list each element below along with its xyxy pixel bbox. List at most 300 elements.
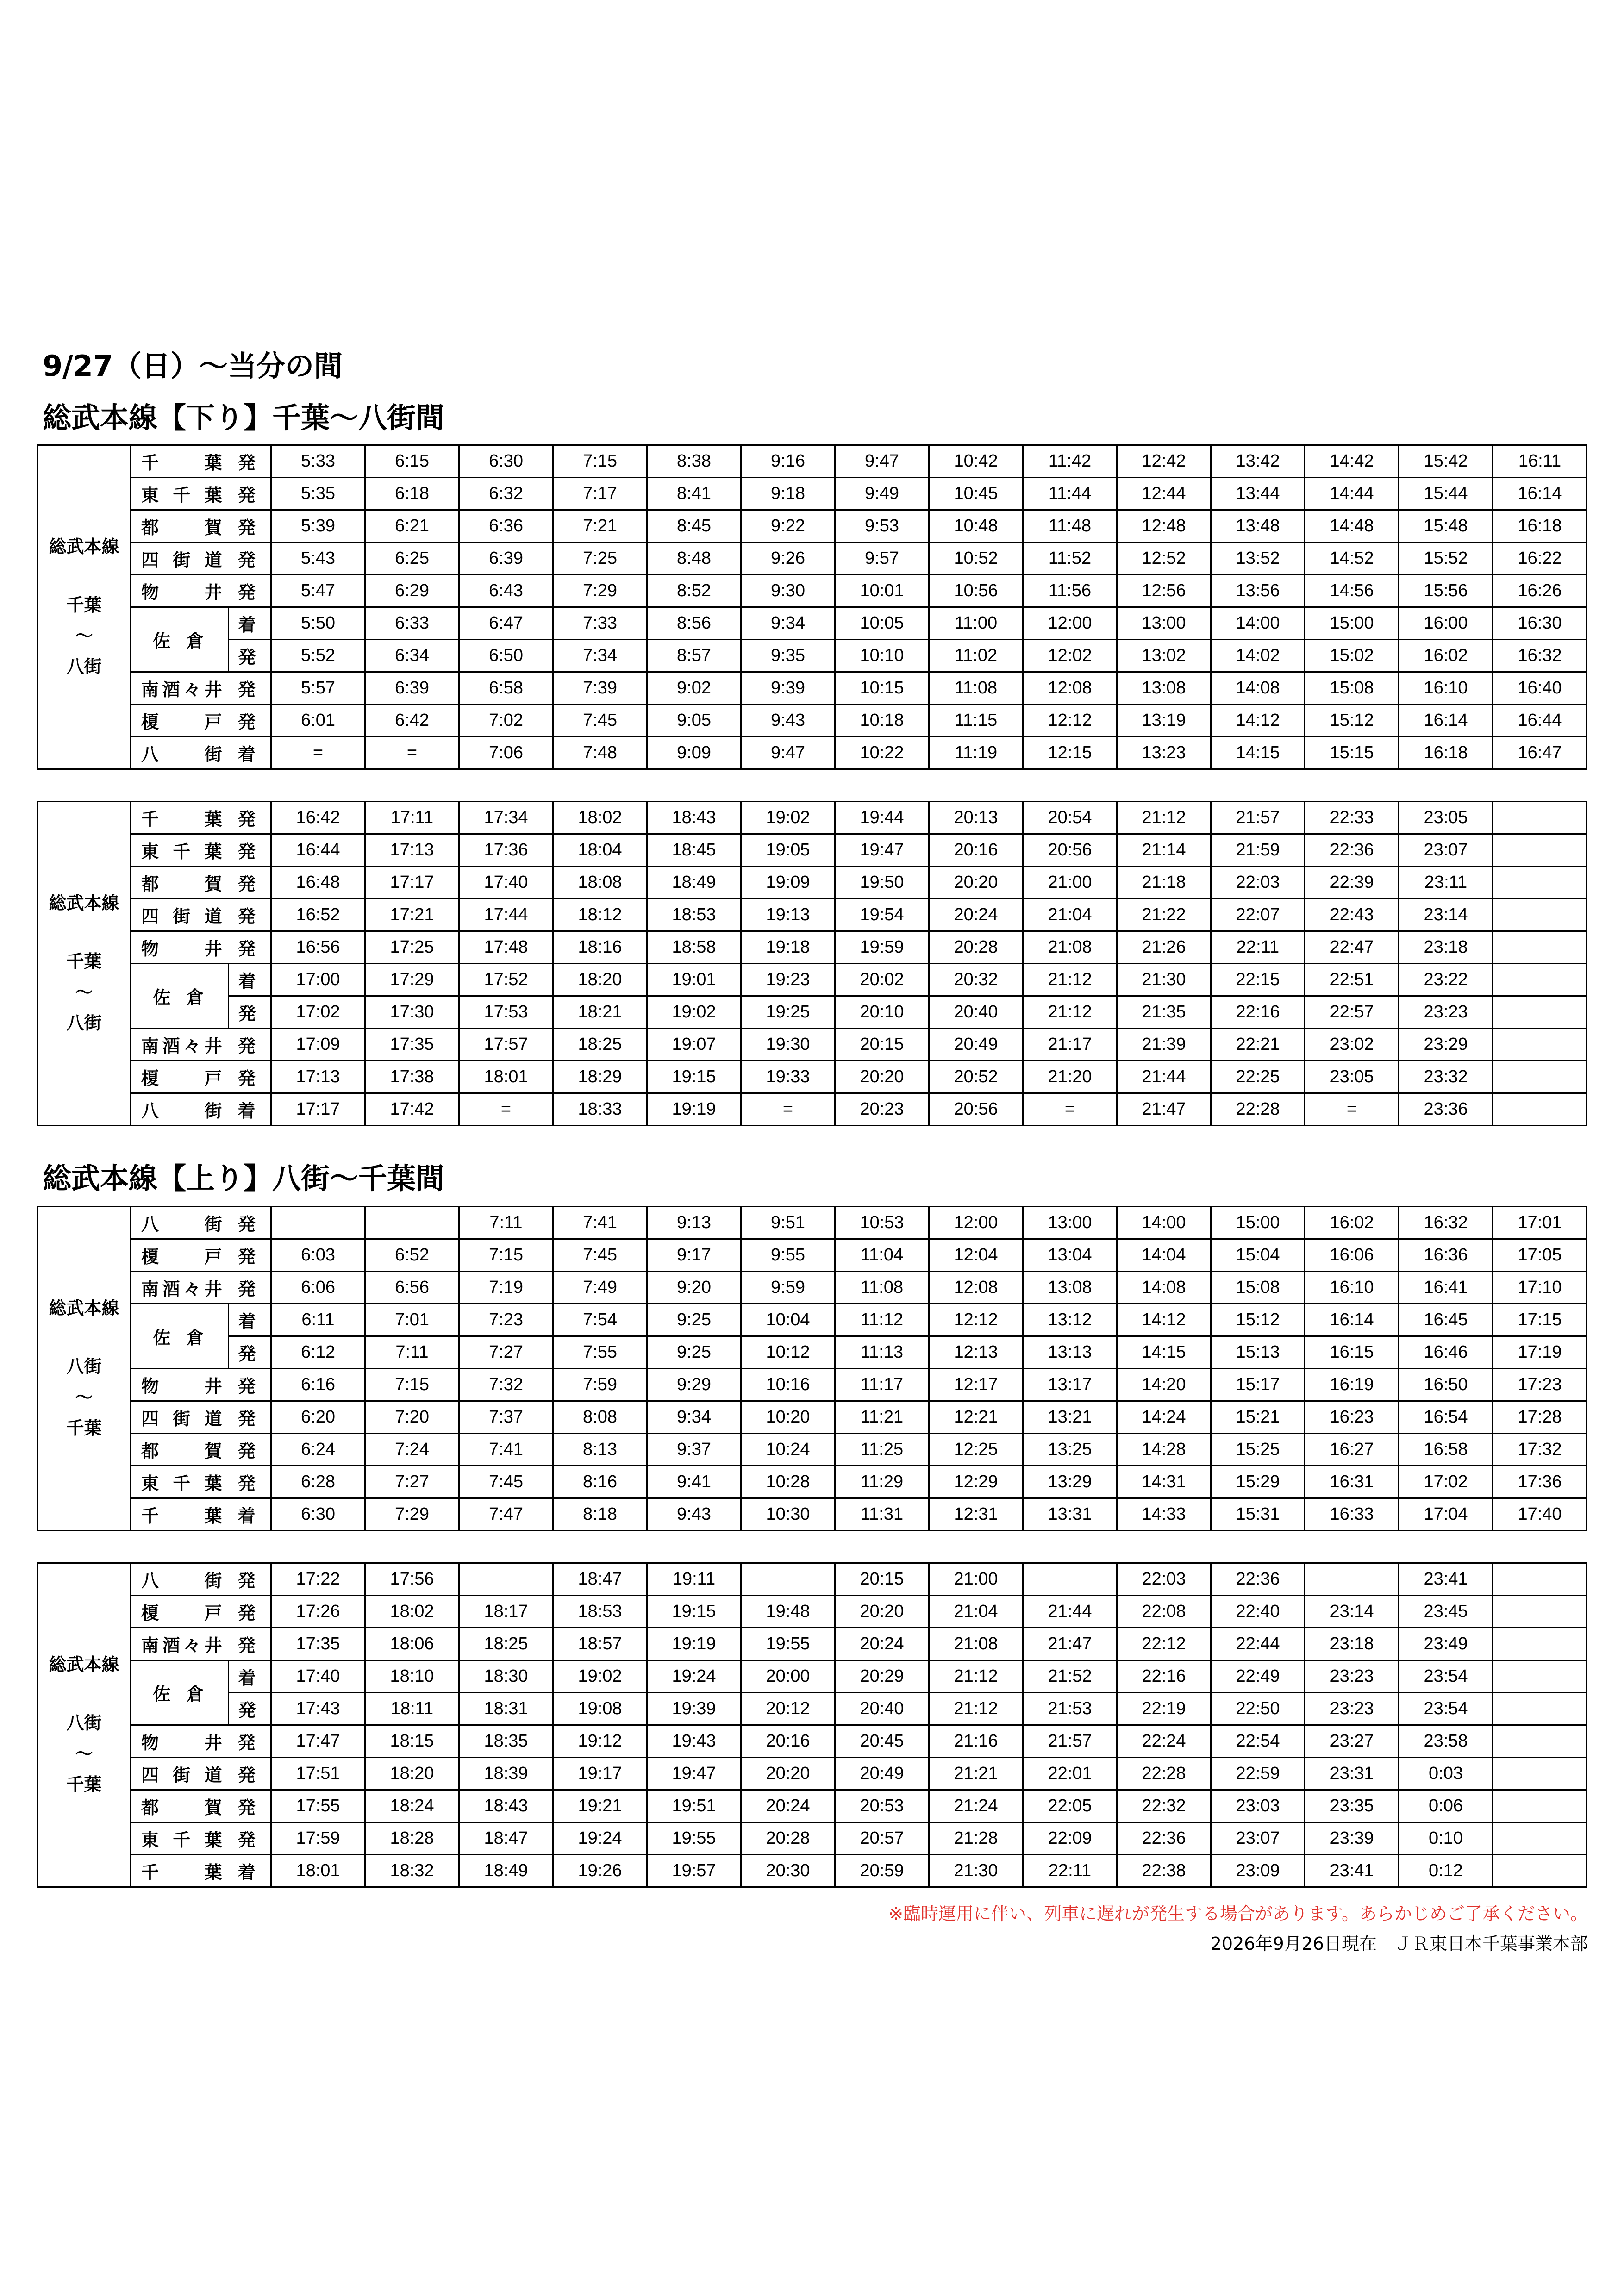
time-cell: 23:27 <box>1305 1725 1399 1758</box>
time-cell: 18:21 <box>553 996 647 1029</box>
time-cell: 13:00 <box>1023 1207 1117 1239</box>
time-cell: 5:39 <box>271 510 365 543</box>
time-cell: 7:29 <box>365 1498 459 1531</box>
time-cell: 19:55 <box>741 1628 835 1660</box>
up-section-heading: 総武本線【上り】八街～千葉間 <box>43 1161 445 1195</box>
table-row <box>38 445 1587 478</box>
time-cell: 11:04 <box>835 1239 929 1272</box>
time-cell: 21:30 <box>1117 964 1211 996</box>
arrival-departure-label: 発 <box>229 543 271 575</box>
station-name: 佐倉 <box>131 607 229 672</box>
time-cell: 23:45 <box>1399 1596 1493 1628</box>
time-cell: 17:25 <box>365 931 459 964</box>
time-cell: 23:49 <box>1399 1628 1493 1660</box>
down-section-heading: 総武本線【下り】千葉～八街間 <box>43 401 445 435</box>
time-cell: 14:42 <box>1305 445 1399 478</box>
arrival-departure-label: 発 <box>229 1369 271 1401</box>
time-cell: 17:55 <box>271 1790 365 1822</box>
time-cell: 14:12 <box>1211 705 1305 737</box>
time-cell: 16:54 <box>1399 1401 1493 1434</box>
time-cell: 6:43 <box>459 575 553 607</box>
time-cell: 21:12 <box>1023 964 1117 996</box>
time-cell: 9:16 <box>741 445 835 478</box>
time-cell: 0:06 <box>1399 1790 1493 1822</box>
station-name: 都賀 <box>131 867 229 899</box>
table-row <box>38 1434 1587 1466</box>
time-cell: 10:15 <box>835 672 929 705</box>
time-cell: 19:43 <box>647 1725 741 1758</box>
time-cell: 18:04 <box>553 834 647 867</box>
time-cell: 11:13 <box>835 1336 929 1369</box>
time-cell: 17:02 <box>1399 1466 1493 1498</box>
time-cell: 19:07 <box>647 1029 741 1061</box>
time-cell: 16:47 <box>1493 737 1587 769</box>
time-cell <box>1493 899 1587 931</box>
time-cell: 21:47 <box>1023 1628 1117 1660</box>
station-name: 四街道 <box>131 1758 229 1790</box>
time-cell: 23:14 <box>1399 899 1493 931</box>
time-cell: 21:08 <box>1023 931 1117 964</box>
time-cell: 11:17 <box>835 1369 929 1401</box>
time-cell: 16:32 <box>1399 1207 1493 1239</box>
time-cell: 21:30 <box>929 1855 1023 1887</box>
time-cell: 6:47 <box>459 607 553 640</box>
time-cell: 15:02 <box>1305 640 1399 672</box>
time-cell: 15:00 <box>1305 607 1399 640</box>
time-cell: = <box>459 1093 553 1126</box>
table-row <box>38 1207 1587 1239</box>
time-cell: 20:02 <box>835 964 929 996</box>
time-cell: 23:54 <box>1399 1693 1493 1725</box>
route-label <box>38 802 131 1126</box>
time-cell: 22:36 <box>1211 1563 1305 1596</box>
time-cell: 18:01 <box>271 1855 365 1887</box>
arrival-departure-label: 発 <box>229 672 271 705</box>
time-cell: 21:24 <box>929 1790 1023 1822</box>
time-cell: 9:22 <box>741 510 835 543</box>
time-cell: 22:44 <box>1211 1628 1305 1660</box>
route-label-text: ～ <box>75 983 93 1003</box>
time-cell: 22:03 <box>1117 1563 1211 1596</box>
time-cell: 6:30 <box>271 1498 365 1531</box>
time-cell: 18:31 <box>459 1693 553 1725</box>
time-cell: 19:02 <box>647 996 741 1029</box>
time-cell: 20:15 <box>835 1029 929 1061</box>
time-cell: 17:51 <box>271 1758 365 1790</box>
arrival-departure-label: 着 <box>229 607 271 640</box>
time-cell: 8:52 <box>647 575 741 607</box>
route-label-text: 千葉 <box>66 596 102 615</box>
table-row <box>38 1563 1587 1596</box>
station-name: 八街 <box>131 1563 229 1596</box>
time-cell: 22:59 <box>1211 1758 1305 1790</box>
time-cell: 10:45 <box>929 478 1023 510</box>
time-cell: 17:28 <box>1493 1401 1587 1434</box>
time-cell: 13:29 <box>1023 1466 1117 1498</box>
table-row <box>38 802 1587 834</box>
time-cell: 22:57 <box>1305 996 1399 1029</box>
timetable-down-1 <box>37 444 1587 770</box>
time-cell <box>1493 931 1587 964</box>
arrival-departure-label: 発 <box>229 996 271 1029</box>
time-cell: 21:08 <box>929 1628 1023 1660</box>
time-cell: 17:59 <box>271 1822 365 1855</box>
station-name: 四街道 <box>131 899 229 931</box>
time-cell: = <box>1023 1093 1117 1126</box>
time-cell: 22:40 <box>1211 1596 1305 1628</box>
time-cell: 9:18 <box>741 478 835 510</box>
route-label-text: 八街 <box>66 1714 102 1733</box>
time-cell: 13:44 <box>1211 478 1305 510</box>
arrival-departure-label: 着 <box>229 1498 271 1531</box>
arrival-departure-label: 発 <box>229 1401 271 1434</box>
route-label-text: ～ <box>75 1388 93 1408</box>
time-cell: 17:40 <box>1493 1498 1587 1531</box>
time-cell: 6:21 <box>365 510 459 543</box>
time-cell: 8:08 <box>553 1401 647 1434</box>
table-row <box>38 1758 1587 1790</box>
time-cell: 6:32 <box>459 478 553 510</box>
time-cell: 19:26 <box>553 1855 647 1887</box>
time-cell: 20:24 <box>835 1628 929 1660</box>
time-cell: 15:21 <box>1211 1401 1305 1434</box>
time-cell: 22:08 <box>1117 1596 1211 1628</box>
time-cell: 19:39 <box>647 1693 741 1725</box>
time-cell: 10:12 <box>741 1336 835 1369</box>
time-cell: 14:24 <box>1117 1401 1211 1434</box>
time-cell: 19:24 <box>647 1660 741 1693</box>
time-cell: 23:05 <box>1399 802 1493 834</box>
time-cell: 8:18 <box>553 1498 647 1531</box>
time-cell: 13:08 <box>1117 672 1211 705</box>
time-cell: 17:17 <box>365 867 459 899</box>
time-cell <box>1493 964 1587 996</box>
time-cell: 12:29 <box>929 1466 1023 1498</box>
time-cell: 11:21 <box>835 1401 929 1434</box>
arrival-departure-label: 着 <box>229 1093 271 1126</box>
time-cell: 20:49 <box>929 1029 1023 1061</box>
time-cell <box>1493 1693 1587 1725</box>
time-cell: 22:12 <box>1117 1628 1211 1660</box>
arrival-departure-label: 発 <box>229 1596 271 1628</box>
time-cell: 10:05 <box>835 607 929 640</box>
time-cell: 10:52 <box>929 543 1023 575</box>
arrival-departure-label: 発 <box>229 575 271 607</box>
time-cell: 19:50 <box>835 867 929 899</box>
time-cell: 9:37 <box>647 1434 741 1466</box>
time-cell: 16:02 <box>1399 640 1493 672</box>
time-cell: 21:17 <box>1023 1029 1117 1061</box>
time-cell: 7:21 <box>553 510 647 543</box>
station-name: 東千葉 <box>131 1466 229 1498</box>
time-cell <box>1493 996 1587 1029</box>
time-cell: 9:34 <box>741 607 835 640</box>
time-cell: 18:43 <box>647 802 741 834</box>
time-cell <box>365 1207 459 1239</box>
time-cell <box>1023 1563 1117 1596</box>
time-cell: 14:31 <box>1117 1466 1211 1498</box>
time-cell: 9:41 <box>647 1466 741 1498</box>
time-cell: 21:28 <box>929 1822 1023 1855</box>
time-cell: 9:09 <box>647 737 741 769</box>
time-cell: 23:31 <box>1305 1758 1399 1790</box>
arrival-departure-label: 発 <box>229 1758 271 1790</box>
time-cell: 16:44 <box>1493 705 1587 737</box>
time-cell: 21:18 <box>1117 867 1211 899</box>
time-cell: 18:10 <box>365 1660 459 1693</box>
time-cell: 17:57 <box>459 1029 553 1061</box>
time-cell: = <box>1305 1093 1399 1126</box>
time-cell: 12:15 <box>1023 737 1117 769</box>
time-cell: 20:28 <box>741 1822 835 1855</box>
time-cell: 7:45 <box>459 1466 553 1498</box>
time-cell: 14:02 <box>1211 640 1305 672</box>
page-title: 9/27（日）～当分の間 <box>43 349 343 383</box>
time-cell: 5:35 <box>271 478 365 510</box>
table-row <box>38 1029 1587 1061</box>
time-cell: 11:19 <box>929 737 1023 769</box>
time-cell: 22:19 <box>1117 1693 1211 1725</box>
time-cell: 17:13 <box>365 834 459 867</box>
time-cell: 21:26 <box>1117 931 1211 964</box>
time-cell: 21:00 <box>929 1563 1023 1596</box>
time-cell: 6:50 <box>459 640 553 672</box>
time-cell: 0:12 <box>1399 1855 1493 1887</box>
time-cell: 12:02 <box>1023 640 1117 672</box>
table-row <box>38 1822 1587 1855</box>
arrival-departure-label: 発 <box>229 931 271 964</box>
time-cell: 17:34 <box>459 802 553 834</box>
arrival-departure-label: 発 <box>229 802 271 834</box>
arrival-departure-label: 発 <box>229 478 271 510</box>
time-cell: 6:06 <box>271 1272 365 1304</box>
delay-notice: ※臨時運用に伴い、列車に遅れが発生する場合があります。あらかじめご了承ください。 <box>888 1903 1588 1924</box>
time-cell: 17:09 <box>271 1029 365 1061</box>
time-cell: 9:20 <box>647 1272 741 1304</box>
time-cell: 20:45 <box>835 1725 929 1758</box>
time-cell: 6:24 <box>271 1434 365 1466</box>
time-cell: 17:13 <box>271 1061 365 1093</box>
time-cell: 20:56 <box>1023 834 1117 867</box>
time-cell: 17:48 <box>459 931 553 964</box>
time-cell: 9:49 <box>835 478 929 510</box>
time-cell: 7:01 <box>365 1304 459 1336</box>
table-row <box>38 996 1587 1029</box>
arrival-departure-label: 発 <box>229 834 271 867</box>
time-cell: 9:25 <box>647 1304 741 1336</box>
station-name: 千葉 <box>131 802 229 834</box>
table-row <box>38 1498 1587 1531</box>
table-row <box>38 1401 1587 1434</box>
station-name: 南酒々井 <box>131 672 229 705</box>
time-cell: 6:01 <box>271 705 365 737</box>
table-row <box>38 705 1587 737</box>
route-label-text: 八街 <box>66 657 102 677</box>
station-name: 千葉 <box>131 1498 229 1531</box>
time-cell: 23:41 <box>1399 1563 1493 1596</box>
time-cell: 21:57 <box>1211 802 1305 834</box>
arrival-departure-label: 発 <box>229 510 271 543</box>
time-cell: 17:40 <box>459 867 553 899</box>
time-cell: 11:08 <box>835 1272 929 1304</box>
time-cell: 21:39 <box>1117 1029 1211 1061</box>
arrival-departure-label: 発 <box>229 1029 271 1061</box>
time-cell <box>1493 834 1587 867</box>
time-cell: 11:12 <box>835 1304 929 1336</box>
time-cell: 18:39 <box>459 1758 553 1790</box>
time-cell: 16:18 <box>1493 510 1587 543</box>
time-cell: 18:49 <box>647 867 741 899</box>
time-cell: 17:02 <box>271 996 365 1029</box>
time-cell: 7:49 <box>553 1272 647 1304</box>
time-cell: 20:56 <box>929 1093 1023 1126</box>
time-cell: 7:33 <box>553 607 647 640</box>
time-cell: 14:20 <box>1117 1369 1211 1401</box>
station-name: 四街道 <box>131 543 229 575</box>
arrival-departure-label: 着 <box>229 1855 271 1887</box>
time-cell: 13:04 <box>1023 1239 1117 1272</box>
arrival-departure-label: 発 <box>229 867 271 899</box>
time-cell: 10:30 <box>741 1498 835 1531</box>
time-cell: 22:25 <box>1211 1061 1305 1093</box>
time-cell: 23:39 <box>1305 1822 1399 1855</box>
time-cell: 7:23 <box>459 1304 553 1336</box>
table-row <box>38 640 1587 672</box>
time-cell <box>1493 1725 1587 1758</box>
time-cell: 6:42 <box>365 705 459 737</box>
time-cell: 9:02 <box>647 672 741 705</box>
time-cell: 7:45 <box>553 705 647 737</box>
time-cell: 7:02 <box>459 705 553 737</box>
time-cell: 16:56 <box>271 931 365 964</box>
time-cell: 15:31 <box>1211 1498 1305 1531</box>
time-cell: 10:48 <box>929 510 1023 543</box>
time-cell: 17:35 <box>365 1029 459 1061</box>
time-cell: 19:47 <box>835 834 929 867</box>
time-cell: 9:47 <box>835 445 929 478</box>
station-name: 四街道 <box>131 1401 229 1434</box>
route-label-text: 千葉 <box>66 952 102 972</box>
time-cell: 13:12 <box>1023 1304 1117 1336</box>
time-cell: 7:47 <box>459 1498 553 1531</box>
timetable-up-2 <box>37 1562 1587 1888</box>
time-cell: 22:54 <box>1211 1725 1305 1758</box>
time-cell: 14:15 <box>1211 737 1305 769</box>
time-cell: 20:20 <box>835 1596 929 1628</box>
time-cell: 10:20 <box>741 1401 835 1434</box>
arrival-departure-label: 発 <box>229 1434 271 1466</box>
time-cell: 17:05 <box>1493 1239 1587 1272</box>
time-cell: 18:47 <box>553 1563 647 1596</box>
time-cell: 16:06 <box>1305 1239 1399 1272</box>
time-cell: 6:28 <box>271 1466 365 1498</box>
time-cell: 17:40 <box>271 1660 365 1693</box>
arrival-departure-label: 発 <box>229 1628 271 1660</box>
time-cell: 9:39 <box>741 672 835 705</box>
time-cell: 21:53 <box>1023 1693 1117 1725</box>
station-name: 八街 <box>131 1207 229 1239</box>
time-cell: 9:35 <box>741 640 835 672</box>
time-cell: 9:25 <box>647 1336 741 1369</box>
time-cell: 15:44 <box>1399 478 1493 510</box>
time-cell: 6:33 <box>365 607 459 640</box>
route-label-text: 総武本線 <box>49 1655 119 1675</box>
time-cell: 22:33 <box>1305 802 1399 834</box>
time-cell: 16:40 <box>1493 672 1587 705</box>
time-cell: 20:57 <box>835 1822 929 1855</box>
time-cell: 23:18 <box>1305 1628 1399 1660</box>
time-cell: 7:24 <box>365 1434 459 1466</box>
time-cell: 17:17 <box>271 1093 365 1126</box>
time-cell: 12:31 <box>929 1498 1023 1531</box>
time-cell: 16:52 <box>271 899 365 931</box>
time-cell: 7:59 <box>553 1369 647 1401</box>
timetable-down-2 <box>37 801 1587 1126</box>
time-cell: 19:30 <box>741 1029 835 1061</box>
time-cell: 22:03 <box>1211 867 1305 899</box>
time-cell: 20:16 <box>741 1725 835 1758</box>
time-cell: 23:22 <box>1399 964 1493 996</box>
arrival-departure-label: 発 <box>229 1563 271 1596</box>
time-cell: 19:21 <box>553 1790 647 1822</box>
table-row <box>38 607 1587 640</box>
time-cell: 12:04 <box>929 1239 1023 1272</box>
time-cell: 12:17 <box>929 1369 1023 1401</box>
station-name: 物井 <box>131 1369 229 1401</box>
arrival-departure-label: 発 <box>229 1822 271 1855</box>
time-cell: 16:30 <box>1493 607 1587 640</box>
time-cell <box>1493 1093 1587 1126</box>
time-cell: 7:11 <box>459 1207 553 1239</box>
table-row <box>38 931 1587 964</box>
time-cell: 19:11 <box>647 1563 741 1596</box>
table-row <box>38 575 1587 607</box>
time-cell: 23:02 <box>1305 1029 1399 1061</box>
time-cell: 16:50 <box>1399 1369 1493 1401</box>
time-cell: 16:14 <box>1493 478 1587 510</box>
time-cell: 17:44 <box>459 899 553 931</box>
time-cell: 19:02 <box>553 1660 647 1693</box>
time-cell: 15:42 <box>1399 445 1493 478</box>
time-cell: 18:20 <box>553 964 647 996</box>
arrival-departure-label: 発 <box>229 640 271 672</box>
time-cell: 19:44 <box>835 802 929 834</box>
time-cell: 18:12 <box>553 899 647 931</box>
station-name: 榎戸 <box>131 705 229 737</box>
time-cell: 5:43 <box>271 543 365 575</box>
station-name: 榎戸 <box>131 1596 229 1628</box>
arrival-departure-label: 発 <box>229 1239 271 1272</box>
time-cell: 18:11 <box>365 1693 459 1725</box>
route-label-text: 八街 <box>66 1357 102 1377</box>
time-cell: 14:48 <box>1305 510 1399 543</box>
time-cell: 18:35 <box>459 1725 553 1758</box>
time-cell <box>1493 1790 1587 1822</box>
table-row <box>38 1628 1587 1660</box>
time-cell: 17:26 <box>271 1596 365 1628</box>
time-cell: 12:44 <box>1117 478 1211 510</box>
table-row <box>38 1466 1587 1498</box>
time-cell: 17:38 <box>365 1061 459 1093</box>
time-cell: 9:43 <box>741 705 835 737</box>
time-cell: 8:45 <box>647 510 741 543</box>
time-cell: 19:51 <box>647 1790 741 1822</box>
time-cell: 21:12 <box>929 1693 1023 1725</box>
time-cell: 16:19 <box>1305 1369 1399 1401</box>
arrival-departure-label: 着 <box>229 1660 271 1693</box>
arrival-departure-label: 発 <box>229 1466 271 1498</box>
time-cell: 20:23 <box>835 1093 929 1126</box>
